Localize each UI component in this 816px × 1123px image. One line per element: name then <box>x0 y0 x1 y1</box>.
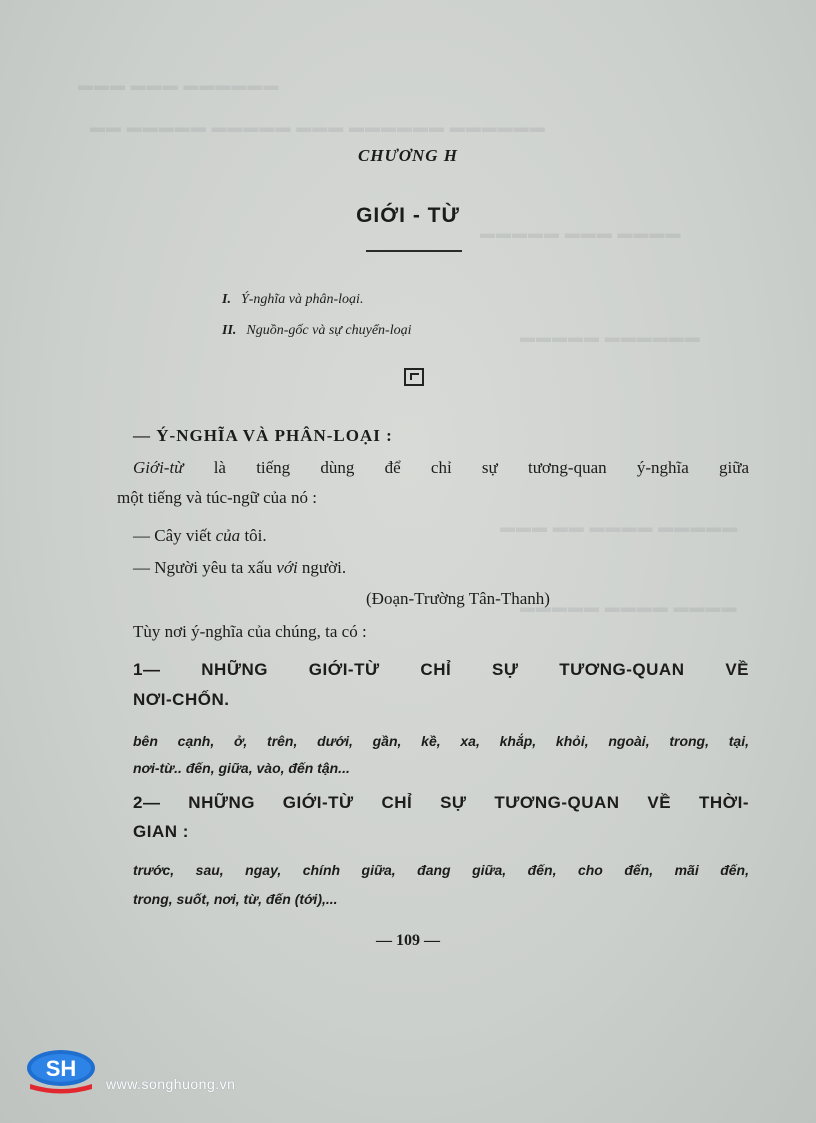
toc-item <box>222 292 363 308</box>
show-through-text: ▬▬▬ ▬▬ ▬▬▬▬ ▬▬▬▬▬ <box>500 520 739 536</box>
citation: (Đoạn-Trường Tân-Thanh) <box>366 589 550 608</box>
intro-line-2: một tiếng và túc-ngữ của nó : <box>117 488 317 507</box>
toc-item <box>222 323 412 339</box>
title-underline <box>366 250 462 252</box>
section-marker-icon <box>404 368 424 386</box>
toc-label: Nguồn-gốc và sự chuyển-loại <box>246 323 412 338</box>
example-text: — Người yêu ta xấu <box>133 558 273 577</box>
example-sentence <box>133 526 267 546</box>
intro-line-1 <box>133 458 749 478</box>
songhuong-logo-icon <box>24 1046 98 1096</box>
example-preposition: với <box>276 558 298 577</box>
show-through-text: ▬▬ ▬▬▬▬▬ ▬▬▬▬▬ ▬▬▬ ▬▬▬▬▬▬ ▬▬▬▬▬▬ <box>90 120 546 136</box>
example-preposition: của <box>215 526 241 545</box>
lead-sentence: Tùy nơi ý-nghĩa của chúng, ta có : <box>133 622 367 641</box>
example-text: tôi. <box>244 526 267 545</box>
toc-number: II. <box>222 323 237 338</box>
page-number: — 109 — <box>376 932 440 949</box>
show-through-text: ▬▬▬ ▬▬▬ ▬▬▬▬▬▬ <box>78 78 280 94</box>
show-through-text: ▬▬▬▬▬ ▬▬▬▬ ▬▬▬▬ <box>520 600 738 616</box>
group-2-heading: 2— NHỮNG GIỚI-TỪ CHỈ SỰ TƯƠNG-QUAN VỀ THỜI- <box>133 793 749 812</box>
example-sentence <box>133 558 346 578</box>
website-url[interactable]: www.songhuong.vn <box>106 1076 236 1092</box>
logo-text: SH <box>45 1056 77 1081</box>
example-text: người. <box>301 558 347 577</box>
group-1-heading-cont: NƠI-CHỐN. <box>133 690 230 709</box>
section-heading: — Ý-NGHĨA VÀ PHÂN-LOẠI : <box>133 426 393 445</box>
chapter-heading: CHƯƠNG H <box>357 146 459 165</box>
intro-text: là tiếng dùng để chỉ sự tương-quan ý-nghĩa giữa <box>213 458 749 477</box>
group-1-examples-cont: nơi-từ.. đến, giữa, vào, đến tận... <box>133 760 350 776</box>
chapter-title: GIỚI - TỪ <box>356 204 460 227</box>
group-1-examples: bên cạnh, ở, trên, dưới, gần, kề, xa, khắp, khỏi, ngoài, trong, tại, <box>133 733 749 749</box>
example-text: — Cây viết <box>133 526 212 545</box>
show-through-text: ▬▬▬▬▬ ▬▬▬▬▬▬ <box>520 330 701 346</box>
toc-number: I. <box>222 292 231 307</box>
group-1-heading: 1— NHỮNG GIỚI-TỪ CHỈ SỰ TƯƠNG-QUAN VỀ <box>133 660 749 679</box>
group-2-examples: trước, sau, ngay, chính giữa, đang giữa, đến, cho đến, mãi đến, <box>133 862 749 878</box>
show-through-text: ▬▬▬▬▬ ▬▬▬ ▬▬▬▬ <box>480 226 682 242</box>
term-giới-từ: Giới-từ <box>133 458 184 477</box>
group-2-examples-cont: trong, suốt, nơi, từ, đến (tới),... <box>133 891 338 907</box>
group-2-heading-cont: GIAN : <box>133 822 189 841</box>
toc-label: Ý-nghĩa và phân-loại. <box>240 292 364 307</box>
